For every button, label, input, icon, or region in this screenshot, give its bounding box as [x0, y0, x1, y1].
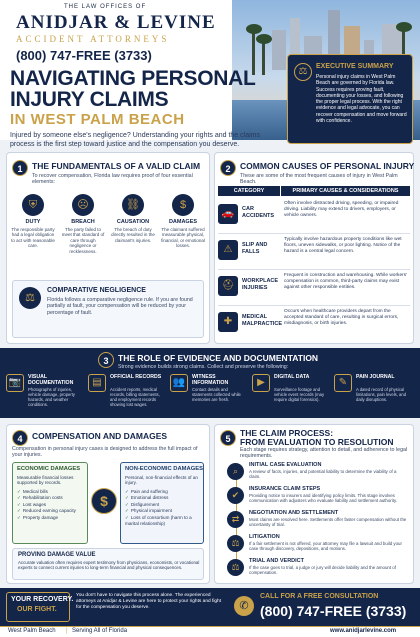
section-1-title: THE FUNDAMENTALS OF A VALID CLAIM: [32, 161, 201, 171]
money-icon: $: [91, 488, 117, 514]
step-text: Most claims are resolved here. Settlements offer faster compensation without the uncertainty of trial.: [249, 517, 407, 528]
proving-box: [12, 548, 204, 580]
noneconomic-item-text: Disfigurement: [130, 501, 160, 507]
section-5-subtitle: Each stage requires strategy, attention to detail, and adherence to legal requirements.: [240, 447, 408, 460]
camera-icon: 📷: [6, 374, 24, 392]
page-title-line2: INJURY CLAIMS: [10, 88, 169, 111]
comparative-text: Florida follows a comparative negligence rule. If you are found partially at fault, your compensation will be reduced by your percentage of fault.: [47, 297, 193, 316]
step-title: LITIGATION: [249, 534, 280, 540]
person-icon: ☹: [72, 194, 94, 216]
page-city: IN WEST PALM BEACH: [10, 111, 185, 128]
section-5-title-line1: THE CLAIM PROCESS:: [240, 428, 334, 438]
evidence-row: [6, 372, 414, 416]
gavel-icon: ⚖: [227, 535, 244, 552]
claim-step: [227, 486, 411, 510]
step-text: A review of facts, injuries, and potential liability to determine the viability of a claim.: [249, 469, 397, 480]
evidence-label: OFFICIAL RECORDS: [110, 374, 162, 380]
economic-subtitle: Measurable financial losses supported by records.: [17, 475, 74, 486]
cause-text: Frequent in construction and warehousing. While workers' compensation is common, third-party claims may exist against other responsible entities.: [284, 273, 408, 290]
evidence-text: Photographs of injuries, vehicle damage, property hazards, and weather conditions.: [28, 387, 76, 407]
footer-divider: |: [66, 628, 68, 634]
section-1-subtitle: To recover compensation, Florida law requires proof of four essential elements:: [32, 173, 193, 186]
footer-bar: [0, 626, 420, 637]
medical-icon: ✚: [218, 312, 238, 332]
executive-summary: [287, 54, 413, 144]
dollar-icon: $: [172, 194, 194, 216]
firm-subtitle: ACCIDENT ATTORNEYS: [16, 34, 170, 44]
step-text: Providing notice to insurers and identifying policy limits. This stage involves communication with adjusters who evaluate liability and settlement authority.: [249, 493, 398, 504]
scales-icon: ⚖: [19, 287, 41, 309]
check-icon: ✓: [125, 489, 129, 494]
noneconomic-list: [125, 489, 203, 527]
step-text: If a fair settlement is not offered, your attorney may file a lawsuit and build your case through discovery, depositions, and motions.: [249, 541, 402, 552]
element-text: The claimant suffered measurable physical, financial, or emotional losses.: [161, 227, 205, 249]
evidence-label: WITNESS INFORMATION: [192, 374, 229, 386]
evidence-label: VISUAL DOCUMENTATION: [28, 374, 74, 386]
check-icon: ✓: [17, 495, 21, 501]
economic-list: [17, 489, 87, 521]
economic-item: [17, 515, 87, 521]
economic-title: ECONOMIC DAMAGES: [17, 466, 81, 472]
section-5-number: 5: [220, 430, 236, 446]
economic-item-text: Lost wages: [22, 501, 47, 507]
footer-website[interactable]: www.anidjarlevine.com: [330, 628, 397, 634]
table-header-category: CATEGORY: [218, 186, 280, 196]
table-row: [218, 198, 410, 234]
noneconomic-item: [125, 515, 203, 528]
slip-icon: ⚠: [218, 240, 238, 260]
element-item: [108, 192, 158, 276]
check-icon: ✓: [17, 501, 21, 507]
element-item: [158, 192, 208, 276]
step-text: If the case goes to trial, a judge or jury will decide liability and the amount of compensation.: [249, 565, 396, 576]
scales-icon: ⚖: [227, 559, 244, 576]
elements-row: [8, 192, 208, 282]
proving-title: PROVING DAMAGE VALUE: [18, 552, 96, 558]
section-3-title: THE ROLE OF EVIDENCE AND DOCUMENTATION: [118, 353, 319, 363]
step-title: INITIAL CASE EVALUATION: [249, 462, 322, 468]
section-3-number: 3: [98, 352, 114, 368]
journal-icon: ✎: [334, 374, 352, 392]
element-label: CAUSATION: [116, 219, 150, 225]
executive-title: EXECUTIVE SUMMARY: [316, 63, 394, 70]
witness-icon: 👥: [170, 374, 188, 392]
search-icon: ⌕: [227, 463, 244, 480]
shield-icon: ⛨: [22, 194, 44, 216]
noneconomic-item-text: Loss of consortium (harm to a marital relationship): [125, 514, 192, 527]
records-icon: ▤: [88, 374, 106, 392]
cause-text: Occurs when healthcare providers depart from the accepted standard of care, resulting in surgical errors, misdiagnosis, or birth injuries.: [284, 309, 399, 326]
table-header-causes: PRIMARY CAUSES & CONSIDERATIONS: [281, 186, 410, 196]
shield-check-icon: ✔: [227, 487, 244, 504]
cause-text: Often involve distracted driving, speeding, or impaired driving. Liability may extend to drivers, employers, or vehicle owners.: [284, 201, 399, 218]
check-icon: ✓: [17, 489, 21, 494]
claim-steps: [227, 462, 411, 582]
section-5-title-line2: FROM EVALUATION TO RESOLUTION: [240, 437, 394, 447]
section-4-number: 4: [12, 430, 28, 446]
footer-message: You don't have to navigate this process alone. The experienced attorneys at Anidjar & Levine are here to protect your rights and fight for the compensation you deserve.: [76, 593, 222, 610]
noneconomic-item-text: Physical impairment: [130, 508, 172, 514]
claim-step: [227, 558, 411, 582]
footer-cta: CALL FOR A FREE CONSULTATION: [260, 593, 379, 600]
link-icon: ⛓: [122, 194, 144, 216]
hardhat-icon: ⛑: [218, 276, 238, 296]
evidence-item: [252, 372, 332, 416]
economic-item-text: Medical bills: [22, 489, 48, 494]
check-icon: ✓: [17, 514, 21, 520]
check-icon: ✓: [125, 514, 129, 520]
evidence-item: [88, 372, 168, 416]
scales-icon: ⚖: [294, 63, 312, 81]
element-label: DUTY: [25, 219, 41, 225]
evidence-text: A dated record of physical limitations, pain levels, and daily disruptions.: [356, 387, 407, 402]
evidence-label: DIGITAL DATA: [274, 374, 310, 380]
element-label: BREACH: [71, 219, 95, 225]
car-icon: 🚗: [218, 204, 238, 224]
proving-text: Accurate valuation often requires expert testimony from physicians, economists, or vocational experts to connect current injuries to long-term financial and physical consequences.: [18, 560, 200, 571]
section-3-subtitle: Strong evidence builds strong claims. Collect and preserve the following:: [118, 364, 289, 370]
claim-step: [227, 534, 411, 558]
causes-table: [218, 198, 410, 342]
step-title: TRIAL AND VERDICT: [249, 558, 304, 564]
element-item: [8, 192, 58, 276]
noneconomic-item-text: Pain and suffering: [130, 489, 168, 494]
section-1-number: 1: [12, 160, 28, 176]
element-text: The breach of duty directly resulted in the claimant's injuries.: [111, 227, 155, 243]
intro-text: Injured by someone else's negligence? Understanding your rights and the claims process is the first step toward justice and the compensation you deserve.: [10, 132, 260, 148]
phone-icon: ✆: [234, 596, 254, 616]
element-label: DAMAGES: [168, 219, 198, 225]
noneconomic-title: NON-ECONOMIC DAMAGES: [125, 466, 203, 472]
firm-prefix: THE LAW OFFICES OF: [64, 4, 147, 10]
section-2-title: COMMON CAUSES OF PERSONAL INJURY: [240, 161, 415, 171]
section-2-number: 2: [220, 160, 236, 176]
check-icon: ✓: [125, 495, 129, 501]
element-text: The responsible party had a legal obligation to act with reasonable care.: [11, 227, 55, 249]
executive-text: Personal injury claims in West Palm Beach are governed by Florida law. Success requires proving fault, documenting your losses, and following the proper legal process. With the right evidence and legal advocate, you can recover compensation and move forward with confidence.: [316, 74, 407, 125]
noneconomic-subtitle: Personal, non-financial effects of an injury.: [125, 475, 198, 486]
claim-step: [227, 510, 411, 534]
section-2-subtitle: These are some of the most frequent causes of injury in West Palm Beach.: [240, 173, 398, 186]
section-4-subtitle: Compensation in personal injury cases is designed to address the full impact of your injuries.: [12, 446, 198, 459]
evidence-label: PAIN JOURNAL: [356, 374, 395, 380]
noneconomic-damages-box: [120, 462, 204, 544]
noneconomic-item-text: Emotional distress: [130, 495, 169, 501]
section-4-title: COMPENSATION AND DAMAGES: [32, 431, 168, 441]
economic-item-text: Reduced earning capacity: [22, 508, 76, 514]
table-row: [218, 270, 410, 306]
economic-item-text: Property damage: [22, 514, 59, 520]
cause-text: Typically involve hazardous property conditions like wet floors, uneven sidewalks, or poor lighting. Notice of the hazard is a central legal concern.: [284, 237, 402, 254]
evidence-text: Contact details and statements collected while memories are fresh.: [192, 387, 241, 402]
cause-label: SLIP AND FALLS: [242, 242, 268, 255]
handshake-icon: ⇄: [227, 511, 244, 528]
table-row: [218, 306, 410, 342]
evidence-item: [170, 372, 250, 416]
evidence-text: Surveillance footage and vehicle event records (may require digital forensics).: [274, 387, 325, 402]
comparative-box: [12, 280, 204, 338]
footer-banner: [0, 588, 420, 626]
check-icon: ✓: [125, 508, 129, 514]
video-icon: ▶: [252, 374, 270, 392]
comparative-title: COMPARATIVE NEGLIGENCE: [47, 287, 146, 294]
footer-serving: Serving All of Florida: [72, 628, 128, 634]
table-row: [218, 234, 410, 270]
claim-step: [227, 462, 411, 486]
element-item: [58, 192, 108, 276]
step-title: NEGOTIATION AND SETTLEMENT: [249, 510, 339, 516]
evidence-item: [334, 372, 414, 416]
recovery-line2: OUR FIGHT.: [17, 606, 57, 613]
footer-location: West Palm Beach: [8, 628, 56, 634]
cause-label: WORKPLACE INJURIES: [242, 278, 279, 291]
page-title-line1: NAVIGATING PERSONAL: [10, 67, 256, 90]
recovery-line1: YOUR RECOVERY.: [11, 596, 74, 603]
header-phone[interactable]: (800) 747-FREE (3733): [16, 48, 152, 63]
firm-name: ANIDJAR & LEVINE: [16, 12, 216, 33]
cause-label: CAR ACCIDENTS: [242, 206, 275, 219]
economic-damages-box: [12, 462, 88, 544]
evidence-item: [6, 372, 86, 416]
element-text: The party failed to meet that standard of care through negligence or recklessness.: [61, 227, 105, 254]
cause-label: MEDICAL MALPRACTICE: [242, 314, 283, 327]
check-icon: ✓: [125, 501, 129, 507]
check-icon: ✓: [17, 508, 21, 514]
evidence-text: Accident reports, medical records, billing statements, and employment records showing lost wages.: [110, 387, 160, 407]
step-title: INSURANCE CLAIM STEPS: [249, 486, 321, 492]
economic-item-text: Rehabilitation costs: [22, 495, 63, 501]
footer-phone[interactable]: (800) 747-FREE (3733): [260, 603, 407, 619]
